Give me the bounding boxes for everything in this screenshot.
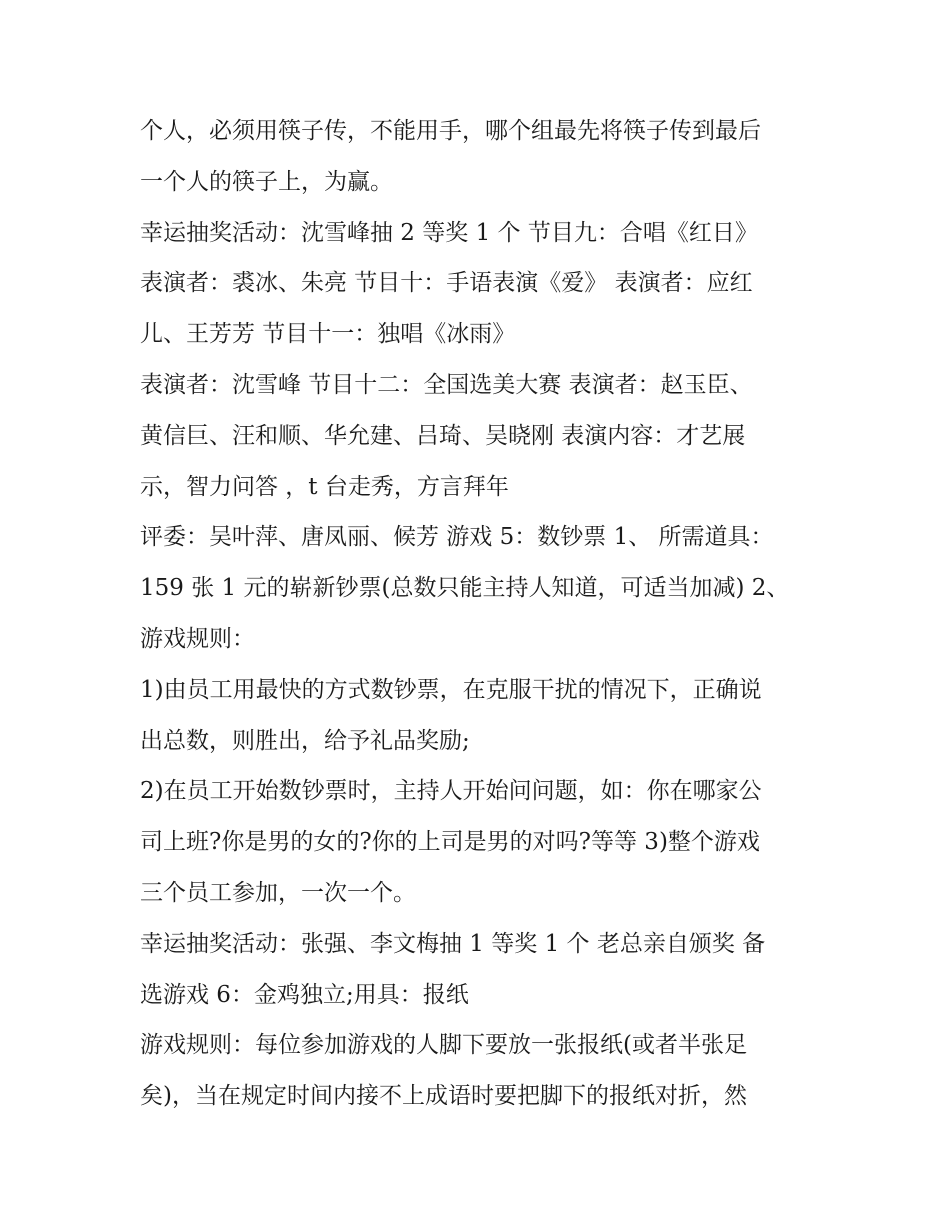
text-line: 出总数，则胜出，给予礼品奖励; [140, 727, 470, 754]
text-line: 1)由员工用最快的方式数钞票，在克服干扰的情况下，正确说 [140, 676, 762, 703]
text-line: 幸运抽奖活动：沈雪峰抽 2 等奖 1 个 节目九：合唱《红日》 [140, 219, 758, 246]
text-line: 一个人的筷子上，为赢。 [140, 168, 393, 195]
text-line: 黄信巨、汪和顺、华允建、吕琦、吴晓刚 表演内容：才艺展 [140, 422, 746, 449]
text-line: 评委：吴叶萍、唐凤丽、候芳 游戏 5：数钞票 1、 所需道具： [140, 524, 774, 551]
text-line: 表演者：沈雪峰 节目十二：全国选美大赛 表演者：赵玉臣、 [140, 371, 753, 398]
text-line: 三个员工参加，一次一个。 [140, 879, 416, 906]
text-line: 表演者：裘冰、朱亮 节目十：手语表演《爱》 表演者：应红 [140, 270, 753, 297]
text-line: 2)在员工开始数钞票时，主持人开始问问题，如：你在哪家公 [140, 778, 762, 805]
text-line: 儿、王芳芳 节目十一：独唱《冰雨》 [140, 321, 516, 348]
body-text [140, 106, 820, 1122]
text-line: 游戏规则： [140, 625, 255, 652]
text-line: 示，智力问答 ，t 台走秀，方言拜年 [140, 473, 509, 500]
text-line: 游戏规则：每位参加游戏的人脚下要放一张报纸(或者半张足 [140, 1032, 747, 1059]
text-line: 159 张 1 元的崭新钞票(总数只能主持人知道，可适当加减) 2、 [140, 575, 790, 602]
text-line: 幸运抽奖活动：张强、李文梅抽 1 等奖 1 个 老总亲自颁奖 备 [140, 930, 766, 957]
text-line: 选游戏 6：金鸡独立;用具：报纸 [140, 981, 469, 1008]
text-line: 矣)，当在规定时间内接不上成语时要把脚下的报纸对折，然 [140, 1083, 747, 1110]
text-line: 个人，必须用筷子传，不能用手，哪个组最先将筷子传到最后 [140, 118, 761, 144]
text-line: 司上班?你是男的女的?你的上司是男的对吗?等等 3)整个游戏 [140, 829, 760, 856]
